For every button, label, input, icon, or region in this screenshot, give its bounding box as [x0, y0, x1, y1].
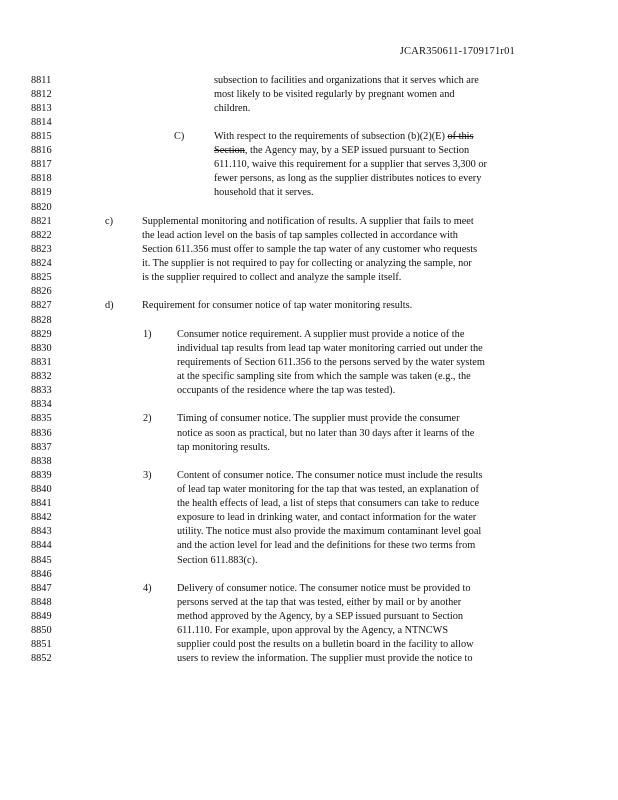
document-line: [0, 427, 618, 441]
line-text: [177, 554, 258, 568]
line-number: 8818: [31, 173, 52, 185]
line-text: [142, 243, 477, 257]
line-number: 8829: [31, 328, 52, 340]
text-segment: the health effects of lead, a list of steps that consumers can take to reduce: [177, 498, 480, 510]
line-number: 8819: [31, 187, 52, 199]
document-header-id: JCAR350611-1709171r01: [399, 46, 515, 57]
text-segment: the lead action level on the basis of tap samples collected in accordance with: [142, 229, 458, 241]
line-text: [177, 441, 270, 455]
line-number: 8828: [31, 314, 52, 326]
line-number: 8847: [31, 582, 52, 594]
text-segment: notice as soon as practical, but no later than 30 days after it learns of the: [177, 427, 475, 439]
document-line: [0, 314, 618, 328]
document-line: [0, 88, 618, 102]
text-segment: With respect to the requirements of subsection (b)(2)(E): [214, 130, 448, 142]
subsection-label: C): [174, 130, 185, 142]
line-text: [177, 370, 471, 384]
line-number: 8840: [31, 483, 52, 495]
document-line: [0, 483, 618, 497]
line-number: 8852: [31, 653, 52, 665]
document-line: [0, 638, 618, 652]
document-line: [0, 356, 618, 370]
document-line: [0, 441, 618, 455]
line-number: 8850: [31, 625, 52, 637]
document-line: [0, 102, 618, 116]
text-segment: exposure to lead in drinking water, and contact information for the water: [177, 512, 477, 524]
line-text: [177, 638, 474, 652]
line-text: [177, 596, 461, 610]
document-line: [0, 201, 618, 215]
subsection-label: 2): [143, 413, 152, 425]
line-number: 8814: [31, 116, 52, 128]
document-line: [0, 384, 618, 398]
text-segment: 611.110, waive this requirement for a supplier that serves 3,300 or: [214, 159, 487, 171]
line-text: [177, 384, 395, 398]
text-segment: most likely to be visited regularly by pregnant women and: [214, 88, 455, 100]
line-text: [214, 144, 469, 158]
text-segment: household that it serves.: [214, 187, 314, 199]
line-number: 8813: [31, 102, 52, 114]
text-segment: , the Agency may, by a SEP issued pursuant to Section: [244, 145, 470, 157]
document-line: [0, 285, 618, 299]
document-line: [0, 328, 618, 342]
line-number: 8843: [31, 526, 52, 538]
line-text: [142, 229, 458, 243]
subsection-label: 4): [143, 582, 152, 594]
text-segment: Timing of consumer notice. The supplier must provide the consumer: [177, 413, 460, 425]
line-text: [177, 356, 485, 370]
subsection-label: d): [105, 300, 114, 312]
text-segment: Section 611.356 must offer to sample the tap water of any customer who requests: [142, 243, 478, 255]
line-text: [177, 469, 483, 483]
line-text: [214, 88, 455, 102]
line-number: 8837: [31, 441, 52, 453]
document-line: [0, 610, 618, 624]
line-text: [214, 74, 479, 88]
line-text: [177, 624, 448, 638]
line-text: [177, 497, 479, 511]
text-segment: children.: [214, 102, 251, 114]
line-text: [177, 511, 476, 525]
line-number: 8838: [31, 455, 52, 467]
line-text: [177, 427, 474, 441]
line-number: 8821: [31, 215, 52, 227]
line-number: 8823: [31, 243, 52, 255]
text-segment: occupants of the residence where the tap was tested).: [177, 385, 396, 397]
line-text: [142, 271, 401, 285]
line-text: [177, 525, 481, 539]
text-segment: method approved by the Agency, by a SEP issued pursuant to Section: [177, 611, 464, 623]
line-number: 8816: [31, 145, 52, 157]
text-segment: Requirement for consumer notice of tap water monitoring results.: [142, 300, 413, 312]
text-segment: individual tap results from lead tap water monitoring carried out under the: [177, 342, 483, 354]
document-line: [0, 596, 618, 610]
line-number: 8831: [31, 356, 52, 368]
text-segment: Supplemental monitoring and notification of results. A supplier that fails to meet: [142, 215, 474, 227]
text-segment: supplier could post the results on a bulletin board in the facility to allow: [177, 639, 474, 651]
text-segment: utility. The notice must also provide the maximum contaminant level goal: [177, 526, 482, 538]
line-number: 8848: [31, 596, 52, 608]
document-line: [0, 525, 618, 539]
line-number: 8820: [31, 201, 52, 213]
document-line: [0, 652, 618, 666]
line-number: 8834: [31, 399, 52, 411]
document-line: [0, 243, 618, 257]
text-segment: of lead tap water monitoring for the tap that was tested, an explanation of: [177, 483, 479, 495]
line-text: [177, 412, 460, 426]
line-text: [214, 130, 474, 144]
text-segment: requirements of Section 611.356 to the persons served by the water system: [177, 356, 485, 368]
line-number: 8835: [31, 413, 52, 425]
line-text: [214, 172, 481, 186]
document-line: [0, 186, 618, 200]
text-segment: and the action level for lead and the definitions for these two terms from: [177, 540, 476, 552]
line-text: [177, 483, 479, 497]
line-number: 8830: [31, 342, 52, 354]
line-text: [214, 186, 314, 200]
document-line: [0, 398, 618, 412]
document-line: [0, 74, 618, 88]
document-line: [0, 624, 618, 638]
document-line: [0, 215, 618, 229]
subsection-label: 1): [143, 328, 152, 340]
line-number: 8827: [31, 300, 52, 312]
line-text: [177, 652, 473, 666]
document-line: [0, 370, 618, 384]
document-line: [0, 144, 618, 158]
document-line: [0, 539, 618, 553]
document-line: [0, 116, 618, 130]
document-line: [0, 469, 618, 483]
line-text: [214, 102, 250, 116]
document-line: [0, 172, 618, 186]
document-line: [0, 582, 618, 596]
line-number: 8825: [31, 272, 52, 284]
document-line: [0, 554, 618, 568]
subsection-label: 3): [143, 469, 152, 481]
line-text: [214, 158, 487, 172]
text-segment: fewer persons, as long as the supplier distributes notices to every: [214, 173, 482, 185]
document-line: [0, 511, 618, 525]
line-number: 8841: [31, 498, 52, 510]
line-number: 8817: [31, 159, 52, 171]
line-number: 8815: [31, 130, 52, 142]
line-number: 8826: [31, 286, 52, 298]
line-number: 8845: [31, 554, 52, 566]
text-segment: Section 611.883(c).: [177, 554, 258, 566]
text-segment: Content of consumer notice. The consumer notice must include the results: [177, 469, 483, 481]
line-number: 8824: [31, 258, 52, 270]
text-segment: it. The supplier is not required to pay for collecting or analyzing the sample, nor: [142, 258, 472, 270]
document-line: [0, 455, 618, 469]
line-number: 8846: [31, 568, 52, 580]
line-text: [177, 328, 464, 342]
line-number: 8851: [31, 639, 52, 651]
struck-text: Section: [214, 145, 245, 157]
text-segment: at the specific sampling site from which the sample was taken (e.g., the: [177, 371, 471, 383]
line-number: 8844: [31, 540, 52, 552]
text-segment: users to review the information. The supplier must provide the notice to: [177, 653, 473, 665]
document-line: [0, 257, 618, 271]
line-number: 8836: [31, 427, 52, 439]
document-line: [0, 158, 618, 172]
line-number: 8812: [31, 88, 52, 100]
subsection-label: c): [105, 215, 113, 227]
text-segment: Consumer notice requirement. A supplier must provide a notice of the: [177, 328, 465, 340]
line-text: [142, 257, 472, 271]
line-number: 8822: [31, 229, 52, 241]
line-text: [142, 299, 412, 313]
line-number: 8833: [31, 385, 52, 397]
text-segment: persons served at the tap that was tested, either by mail or by another: [177, 596, 462, 608]
line-text: [177, 342, 483, 356]
text-segment: is the supplier required to collect and analyze the sample itself.: [142, 272, 402, 284]
document-line: [0, 271, 618, 285]
text-segment: Delivery of consumer notice. The consumer notice must be provided to: [177, 582, 471, 594]
line-number: 8832: [31, 371, 52, 383]
line-text: [177, 539, 475, 553]
line-number: 8849: [31, 611, 52, 623]
text-segment: 611.110. For example, upon approval by the Agency, a NTNCWS: [177, 625, 449, 637]
document-line: [0, 497, 618, 511]
line-number: 8811: [31, 74, 52, 86]
text-segment: tap monitoring results.: [177, 441, 270, 453]
document-line: [0, 568, 618, 582]
line-number: 8839: [31, 469, 52, 481]
document-line: [0, 130, 618, 144]
document-line: [0, 342, 618, 356]
struck-text: of this: [447, 130, 474, 142]
document-line: [0, 412, 618, 426]
document-line: [0, 229, 618, 243]
line-text: [177, 610, 463, 624]
line-text: [142, 215, 474, 229]
document-line: [0, 299, 618, 313]
line-number: 8842: [31, 512, 52, 524]
line-text: [177, 582, 470, 596]
text-segment: subsection to facilities and organizations that it serves which are: [214, 74, 479, 86]
